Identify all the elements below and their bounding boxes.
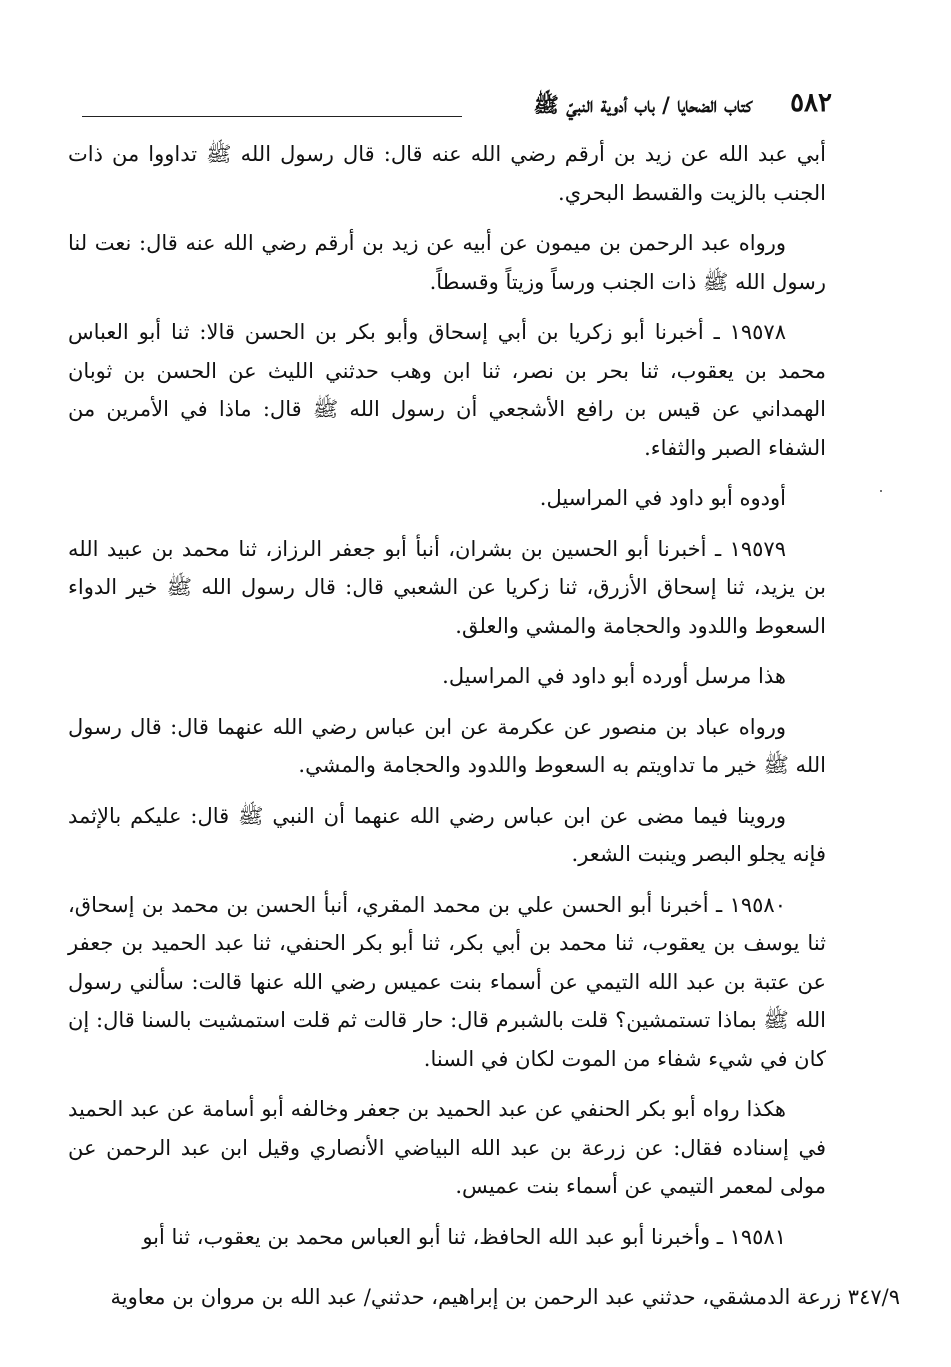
paragraph: وروينا فيما مضى عن ابن عباس رضي الله عنهما أن النبي ﷺ قال: عليكم بالإثمد فإنه يجلو البصر وينبت الشعر.: [68, 803, 826, 866]
body-text: [68, 135, 826, 1268]
paragraph: ورواه عباد بن منصور عن عكرمة عن ابن عباس رضي الله عنهما قال: قال رسول الله ﷺ خير ما تداويتم به السعوط واللدود والحجامة والمشي.: [68, 714, 826, 777]
scan-speck: [880, 490, 882, 492]
header-rule: [82, 116, 462, 117]
paragraph: هكذا رواه أبو بكر الحنفي عن عبد الحميد بن جعفر وخالفه أبو أسامة عن عبد الحميد في إسناده فقال: عن زرعة بن عبد الله البياضي الأنصاري وقيل ابن عبد الرحمن عن مولى لمعمر التيمي عن أسماء بنت عميس.: [68, 1097, 826, 1198]
running-title: كتاب الضحايا / باب أدوية النبيّ ﷺ: [533, 92, 752, 117]
paragraph-continuation: أبي عبد الله عن زيد بن أرقم رضي الله عنه قال: قال رسول الله ﷺ تداووا من ذات الجنب بالزيت والقسط البحري.: [68, 142, 826, 205]
hadith-19578: ١٩٥٧٨ ـ أخبرنا أبو زكريا بن أبي إسحاق وأبو بكر بن الحسن قالا: ثنا أبو العباس محمد بن يعقوب، ثنا بحر بن نصر، ثنا ابن وهب حدثني الليث عن الحسن بن ثوبان الهمداني عن قيس بن رافع الأشجعي أن رسول الله ﷺ قال: ماذا في الأمرين من الشفاء الصبر والثفاء.: [68, 320, 826, 460]
hadith-19580: ١٩٥٨٠ ـ أخبرنا أبو الحسن علي بن محمد المقري، أنبأ الحسن بن محمد بن إسحاق، ثنا يوسف بن يعقوب، ثنا محمد بن أبي بكر، ثنا أبو بكر الحنفي، ثنا عبد الحميد بن جعفر عن عتبة بن عبد الله التيمي عن أسماء بنت عميس رضي الله عنها قالت: سألني رسول الله ﷺ بماذا تستمشين؟ قلت بالشبرم قال: حار قالت ثم قلت استمشيت بالسنا قال: إن كان في شيء شفاء من الموت لكان في السنا.: [68, 892, 826, 1071]
hadith-19579: ١٩٥٧٩ ـ أخبرنا أبو الحسين بن بشران، أنبأ أبو جعفر الرزاز، ثنا محمد بن عبيد الله بن يزيد، ثنا إسحاق الأزرق، ثنا زكريا عن الشعبي قال: قال رسول الله ﷺ خير الدواء السعوط واللدود والحجامة والمشي والعلق.: [68, 536, 826, 638]
paragraph: أودوه أبو داود في المراسيل.: [539, 486, 786, 510]
page-header: [62, 88, 832, 128]
hadith-19581: ١٩٥٨١ ـ وأخبرنا أبو عبد الله الحافظ، ثنا أبو العباس محمد بن يعقوب، ثنا أبو: [142, 1224, 786, 1249]
paragraph: ورواه عبد الرحمن بن ميمون عن أبيه عن زيد بن أرقم رضي الله عنه قال: نعت لنا رسول الله ﷺ ذات الجنب ورساً وزيتاً وقسطاً.: [68, 231, 826, 294]
last-line-with-margin-reference: ٣٤٧/٩ زرعة الدمشقي، حدثني عبد الرحمن بن إبراهيم، حدثني/ عبد الله بن مروان بن معاوية: [110, 1285, 900, 1309]
paragraph: هذا مرسل أورده أبو داود في المراسيل.: [442, 664, 786, 688]
page-number: ٥٨٢: [790, 88, 832, 118]
